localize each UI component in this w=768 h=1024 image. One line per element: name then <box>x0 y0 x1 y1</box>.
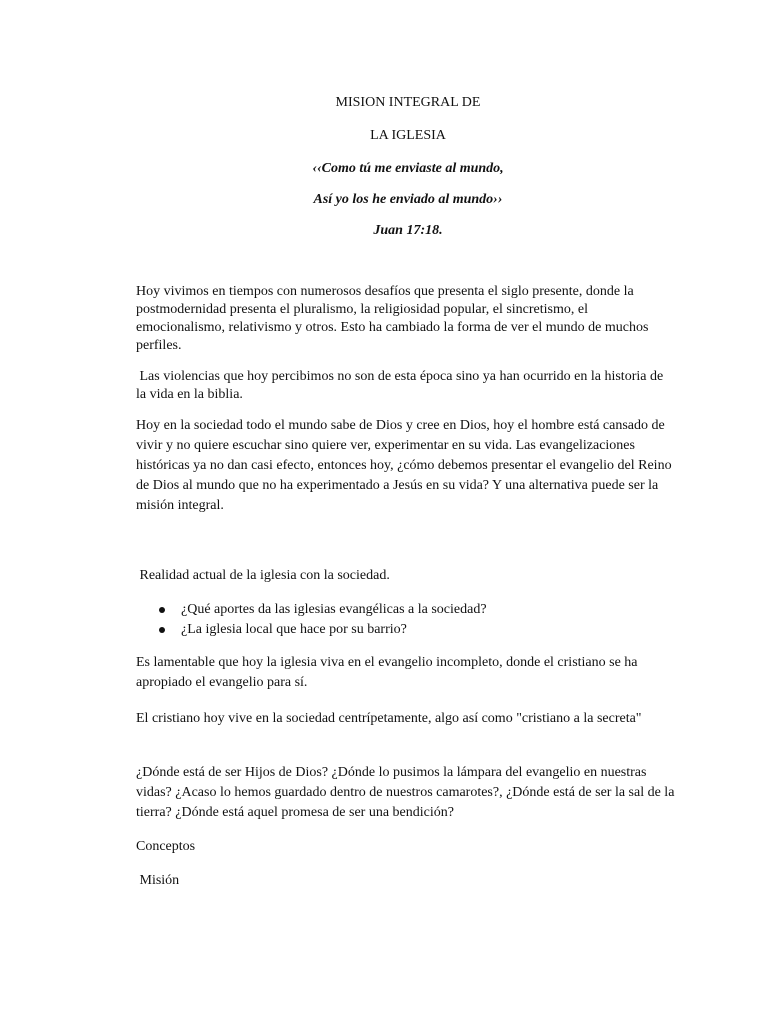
bullet-icon <box>159 627 165 633</box>
document-title-line-1: MISION INTEGRAL DE <box>335 95 481 110</box>
list-item <box>136 600 487 620</box>
mission-heading: Misión <box>136 873 180 888</box>
paragraph-2: Las violencias que hoy percibimos no son de esta época sino ya han ocurrido en la historia de la vida en la biblia. <box>136 369 667 402</box>
question-list <box>136 600 487 640</box>
epigraph-quote-line-1: ‹‹Como tú me enviaste al mundo, <box>312 161 504 176</box>
concepts-heading: Conceptos <box>136 839 196 854</box>
list-item <box>136 620 487 640</box>
epigraph-quote-line-2: Así yo los he enviado al mundo›› <box>313 192 503 207</box>
epigraph-reference: Juan 17:18. <box>373 223 443 238</box>
paragraph-3: Hoy en la sociedad todo el mundo sabe de Dios y cree en Dios, hoy el hombre está cansado de vivir y no quiere escuchar sino quiere ver, experimentar en su vida. Las evangelizaciones históricas ya no dan casi efecto, entonces hoy, ¿cómo debemos presentar el evangelio del Reino de Dios al mundo que no ha experimentado a Jesús en su vida? Y una alternativa puede ser la misión integral. <box>136 418 672 513</box>
list-item-text: ¿Qué aportes da las iglesias evangélicas a la sociedad? <box>181 602 487 617</box>
paragraph-4: Es lamentable que hoy la iglesia viva en el evangelio incompleto, donde el cristiano se ha apropiado el evangelio para sí. <box>136 655 638 690</box>
list-item-text: ¿La iglesia local que hace por su barrio? <box>181 622 407 637</box>
document-title-line-2: LA IGLESIA <box>370 128 446 143</box>
section-heading: Realidad actual de la iglesia con la sociedad. <box>136 568 390 583</box>
paragraph-1: Hoy vivimos en tiempos con numerosos desafíos que presenta el siglo presente, donde la postmodernidad presenta el pluralismo, la religiosidad popular, el sincretismo, el emocionalismo, relativismo y otros. Esto ha cambiado la forma de ver el mundo de muchos perfiles. <box>136 284 649 353</box>
paragraph-6: ¿Dónde está de ser Hijos de Dios? ¿Dónde lo pusimos la lámpara del evangelio en nuestras vidas? ¿Acaso lo hemos guardado dentro de nuestros camarotes?, ¿Dónde está de ser la sal de la tierra? ¿Dónde está aquel promesa de ser una bendición? <box>136 765 675 820</box>
paragraph-5: El cristiano hoy vive en la sociedad centrípetamente, algo así como "cristiano a la secreta" <box>136 711 642 726</box>
bullet-icon <box>159 607 165 613</box>
